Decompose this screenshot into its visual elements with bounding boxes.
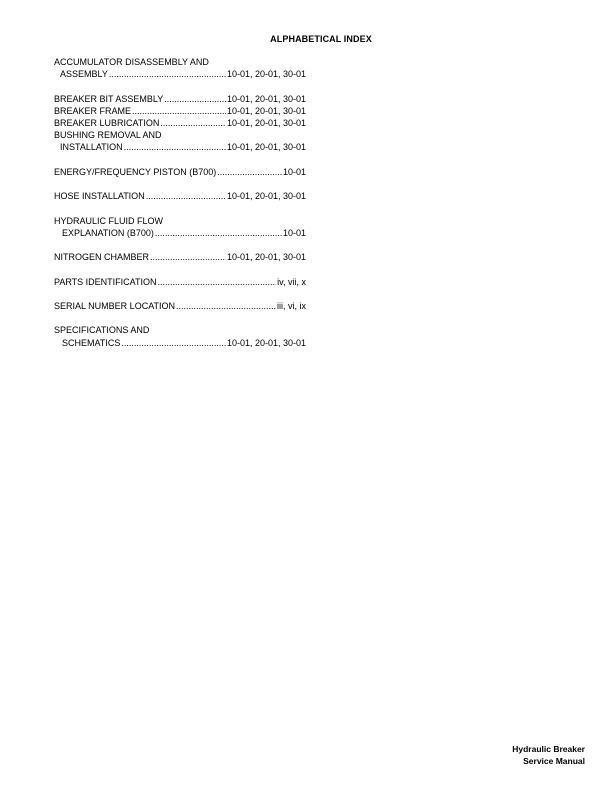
entry-name: BREAKER LUBRICATION xyxy=(54,118,160,128)
entry-pages: 10-01, 20-01, 30-01 xyxy=(226,252,306,263)
dot-leader xyxy=(124,141,226,153)
dot-leader xyxy=(158,276,277,288)
index-entry-line xyxy=(54,337,306,349)
footer-line-manual: Service Manual xyxy=(523,755,585,766)
index-entry-serial xyxy=(54,300,306,312)
entry-pages: 10-01, 20-01, 30-01 xyxy=(226,69,306,80)
entry-pages: 10-01, 20-01, 30-01 xyxy=(226,93,306,104)
entry-name: SERIAL NUMBER LOCATION xyxy=(54,300,176,311)
entry-name: HOSE INSTALLATION xyxy=(54,191,145,202)
entry-name: BUSHING REMOVAL AND xyxy=(54,130,162,141)
entry-pages: 10-01 xyxy=(282,166,306,177)
entry-name: ASSEMBLY xyxy=(60,69,108,80)
index-entry-breaker-bit xyxy=(54,93,306,105)
entry-name: BREAKER BIT ASSEMBLY xyxy=(54,93,164,104)
page-footer xyxy=(512,744,585,767)
dot-leader xyxy=(160,117,226,129)
entry-pages: 10-01, 20-01, 30-01 xyxy=(226,142,306,153)
entry-name: EXPLANATION (B700) xyxy=(62,227,154,238)
entry-name: ACCUMULATOR DISASSEMBLY AND xyxy=(54,57,209,67)
index-entry-hydraulic-fluid xyxy=(54,215,306,239)
entry-pages: 10-01, 20-01, 30-01 xyxy=(226,118,306,128)
entry-pages: 10-01, 20-01, 30-01 xyxy=(226,105,306,116)
entry-name: BREAKER FRAME xyxy=(54,105,132,116)
index-group-breaker xyxy=(54,93,306,154)
entry-name: PARTS IDENTIFICATION xyxy=(54,276,157,287)
dot-leader xyxy=(164,93,226,105)
dot-leader xyxy=(146,190,226,202)
index-entry-heading xyxy=(54,56,306,68)
entry-pages: iii, vi, ix xyxy=(277,300,306,311)
index-entry-line xyxy=(54,68,306,80)
index-entry-bushing xyxy=(54,141,306,153)
index-entry-hose xyxy=(54,190,306,202)
index-entry-energy-frequency xyxy=(54,166,306,178)
entry-name: NITROGEN CHAMBER xyxy=(54,252,150,263)
dot-leader xyxy=(109,68,226,80)
dot-leader xyxy=(155,227,282,239)
entry-pages: 10-01, 20-01, 30-01 xyxy=(226,191,306,202)
dot-leader xyxy=(121,337,226,349)
footer-line-product: Hydraulic Breaker xyxy=(512,744,585,754)
index-entry-breaker-lubrication xyxy=(54,117,306,129)
index-entry-line xyxy=(54,227,306,239)
entry-pages: iv, vii, x xyxy=(277,276,306,287)
entry-pages: 10-01, 20-01, 30-01 xyxy=(226,337,306,348)
entry-name: SPECIFICATIONS AND xyxy=(54,325,150,336)
index-entry-line xyxy=(54,190,306,202)
index-entry-parts xyxy=(54,276,306,288)
index-list xyxy=(54,56,306,361)
entry-name: INSTALLATION xyxy=(60,142,123,153)
dot-leader xyxy=(217,166,282,178)
dot-leader xyxy=(150,251,226,263)
index-entry-heading xyxy=(54,215,306,227)
index-entry-line xyxy=(54,166,306,178)
entry-name: ENERGY/FREQUENCY PISTON (B700) xyxy=(54,166,217,177)
index-entry-breaker-frame xyxy=(54,105,306,117)
index-entry-line xyxy=(54,251,306,263)
entry-pages: 10-01 xyxy=(282,227,306,238)
index-entry-accumulator xyxy=(54,56,306,80)
index-entry-line xyxy=(54,300,306,312)
dot-leader xyxy=(176,300,276,312)
index-entry-nitrogen xyxy=(54,251,306,263)
index-entry-heading xyxy=(54,324,306,336)
entry-name: SCHEMATICS xyxy=(62,337,121,348)
index-entry-specifications xyxy=(54,324,306,348)
dot-leader xyxy=(132,105,226,117)
entry-name: HYDRAULIC FLUID FLOW xyxy=(54,215,164,226)
index-entry-line xyxy=(54,276,306,288)
page-title: ALPHABETICAL INDEX xyxy=(270,34,372,44)
index-entry-bushing-heading xyxy=(54,129,306,141)
